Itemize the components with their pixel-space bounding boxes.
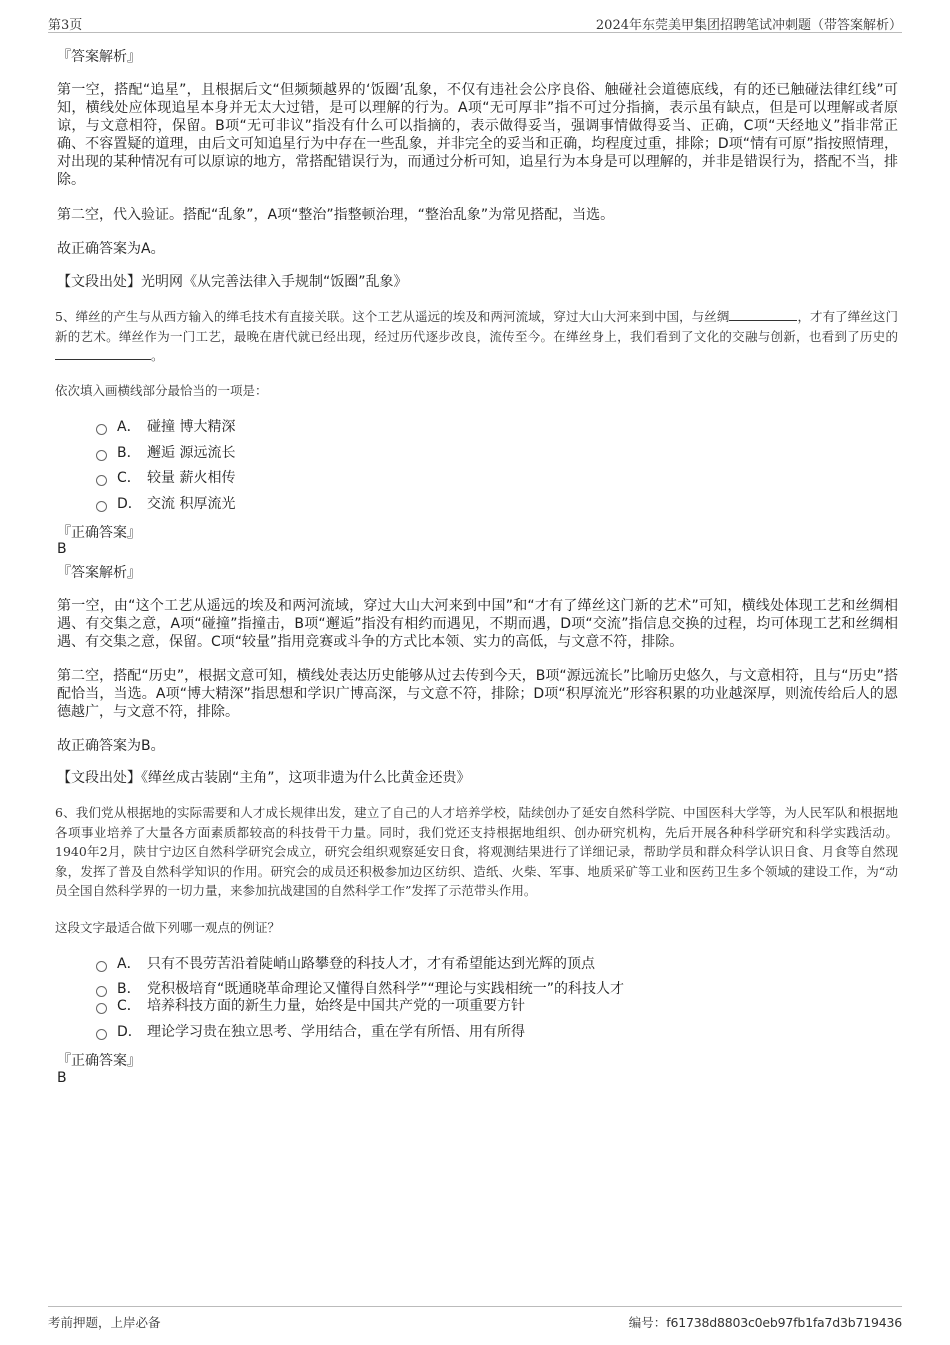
q5-conclusion: 故正确答案为B。 [57, 738, 165, 754]
q5-text-part-1: 5、缂丝的产生与从西方输入的缂毛技术有直接关联。这个工艺从遥远的埃及和两河流域，穿过大山大河来到中国，与丝绸 [55, 309, 730, 324]
q6-question-text: 6、我们党从根据地的实际需要和人才成长规律出发，建立了自己的人才培养学校，陆续创办了延安自然科学院、中国医科大学等，为人民军队和根据地各项事业培养了大量各方面素质都较高的科技骨干力量。同时，我们党还支持根据地组织、创办研究机构，先后开展各种科学研究和科学实践活动。1940年2月，陕甘宁边区自然科学研究会成立，研究会组织观察延安日食，将观测结果进行了详细记录，帮助学员和群众科学认识日食、月食等自然现象，发挥了普及自然科学知识的作用。研究会的成员还积极参加边区纺织、造纸、火柴、军事、地质采矿等工业和医药卫生多个领域的建设工作，为“动员全国自然科学界的一切力量，来参加抗战建国的自然科学工作”发挥了示范带头作用。 [55, 805, 898, 898]
q5-analysis-paragraph-1: 第一空，由“这个工艺从遥远的埃及和两河流域，穿过大山大河来到中国”和“才有了缂丝这门新的艺术”可知，横线处体现工艺和丝绸相遇、有交集之意，A项“碰撞”指撞击，B项“邂逅”指没有相约而遇见，不期而遇，D项“交流”指信息交换的过程，均可体现工艺和丝绸相遇、有交集之意，保留。C项“较量”指用竞赛或斗争的方式比本领、实力的高低，与文意不符，排除。 [57, 598, 898, 650]
q5-option-d[interactable] [96, 493, 235, 513]
radio-icon[interactable] [96, 475, 107, 486]
option-letter: D． [117, 1024, 142, 1040]
q5-question-text [55, 307, 898, 366]
radio-icon[interactable] [96, 450, 107, 461]
option-letter: B． [117, 981, 141, 997]
q5-blank-1 [729, 308, 797, 321]
q5-source: 【文段出处】《缂丝成古装剧“主角”，这项非遗为什么比黄金还贵》 [57, 770, 471, 786]
q5-analysis-paragraph-2: 第二空，搭配“历史”，根据文意可知，横线处表达历史能够从过去传到今天，B项“源远流长”比喻历史悠久，与文意相符，且与“历史”搭配恰当，当选。A项“博大精深”指思想和学识广博高深，与文意不符，排除；D项“积厚流光”形容积累的功业越深厚，则流传给后人的恩德越广，与文意不符，排除。 [57, 668, 898, 720]
option-text: 只有不畏劳苦沿着陡峭山路攀登的科技人才，才有希望能达到光辉的顶点 [147, 956, 595, 972]
footer-slogan: 考前押题，上岸必备 [48, 1315, 161, 1330]
q5-answer-label: 『正确答案』 [57, 525, 141, 541]
q5-answer-value: B [57, 541, 67, 557]
q5-blank-2 [55, 347, 151, 360]
radio-icon[interactable] [96, 501, 107, 512]
page-number: 第3页 [48, 18, 83, 33]
option-letter: A． [117, 419, 141, 435]
q5-option-c[interactable] [96, 467, 235, 487]
option-letter: C． [117, 470, 141, 486]
q5-prompt: 依次填入画横线部分最恰当的一项是： [55, 383, 268, 398]
option-text: 交流 积厚流光 [147, 496, 236, 512]
q6-answer-value: B [57, 1070, 67, 1086]
option-text: 理论学习贵在独立思考、学用结合，重在学有所悟、用有所得 [147, 1024, 525, 1040]
page-header [48, 12, 902, 33]
option-letter: B． [117, 445, 141, 461]
document-title: 2024年东莞美甲集团招聘笔试冲刺题（带答案解析） [595, 18, 902, 33]
q5-analysis-label: 『答案解析』 [57, 565, 141, 581]
q5-option-a[interactable] [96, 416, 235, 436]
q5-text-part-3: 。 [151, 348, 164, 363]
option-letter: C． [117, 998, 141, 1014]
radio-icon[interactable] [96, 1029, 107, 1040]
radio-icon[interactable] [96, 424, 107, 435]
option-text: 党积极培育“既通晓革命理论又懂得自然科学”“理论与实践相统一”的科技人才 [147, 981, 625, 997]
q4-source: 【文段出处】光明网《从完善法律入手规制“饭圈”乱象》 [57, 274, 408, 290]
q5-text-part-2: ，才有了缂丝这门新的艺术。缂丝作为一门工艺，最晚在唐代就已经出现，经过历代逐步改良，流传至今。在缂丝身上，我们看到了文化的交融与创新，也看到了历史的 [55, 309, 898, 344]
q6-option-c[interactable] [96, 995, 525, 1015]
radio-icon[interactable] [96, 961, 107, 972]
option-text: 邂逅 源远流长 [147, 445, 236, 461]
q6-option-a[interactable] [96, 953, 595, 973]
option-text: 较量 薪火相传 [147, 470, 236, 486]
option-text: 碰撞 博大精深 [147, 419, 236, 435]
code-value: f61738d8803c0eb97fb1fa7d3b719436 [666, 1315, 902, 1330]
q6-option-d[interactable] [96, 1021, 525, 1041]
document-code [629, 1313, 902, 1331]
q4-analysis-paragraph-2: 第二空，代入验证。搭配“乱象”，A项“整治”指整顿治理，“整治乱象”为常见搭配，当选。 [57, 207, 615, 223]
q4-analysis-label: 『答案解析』 [57, 49, 141, 65]
q5-option-b[interactable] [96, 442, 235, 462]
page-footer [48, 1306, 902, 1331]
code-label: 编号： [628, 1315, 667, 1330]
q4-analysis-paragraph-1: 第一空，搭配“追星”，且根据后文“但频频越界的‘饭圈’乱象，不仅有违社会公序良俗、触碰社会道德底线，有的还已触碰法律红线”可知，横线处应体现追星本身并无太大过错，是可以理解的行为。A项“无可厚非”指不可过分指摘，表示虽有缺点，但是可以理解或者原谅，与文意相符，保留。B项“无可非议”指没有什么可以指摘的，表示做得妥当，强调事情做得妥当、正确，C项“天经地义”指非常正确、不容置疑的道理，由后文可知追星行为中存在一些乱象，并非完全的妥当和正确，均程度过重，排除；D项“情有可原”指按照情理，对出现的某种情况有可以原谅的地方，常搭配错误行为，而通过分析可知，追星行为本身是可以理解的，并非是错误行为，搭配不当，排除。 [57, 82, 898, 188]
radio-icon[interactable] [96, 1003, 107, 1014]
q4-conclusion: 故正确答案为A。 [57, 241, 165, 257]
q6-prompt: 这段文字最适合做下列哪一观点的例证？ [55, 920, 281, 935]
option-letter: A． [117, 956, 141, 972]
option-text: 培养科技方面的新生力量，始终是中国共产党的一项重要方针 [147, 998, 525, 1014]
q6-answer-label: 『正确答案』 [57, 1053, 141, 1069]
option-letter: D． [117, 496, 142, 512]
